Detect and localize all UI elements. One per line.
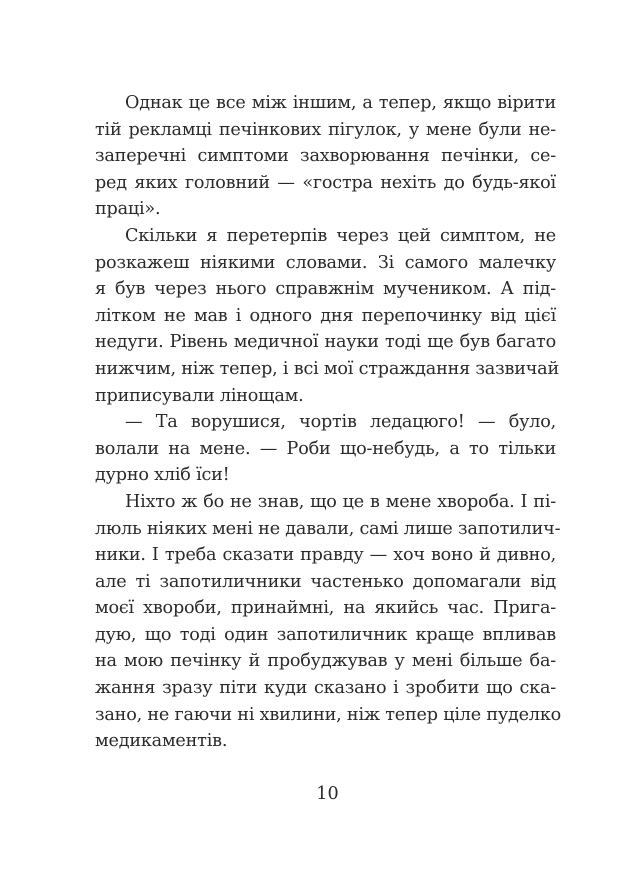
text-line: нижчим, ніж тепер, і всі мої страждання зазвичай xyxy=(95,358,559,379)
text-line: приписували лінощам. xyxy=(95,385,304,406)
text-line: жання зразу піти куди сказано і зробити що ска- xyxy=(95,678,556,699)
text-line: волали на мене. — Роби що-небудь, а то тільки xyxy=(95,438,556,459)
paragraph xyxy=(95,223,559,409)
paragraph xyxy=(95,489,562,755)
text-line: Однак це все між іншим, а тепер, якщо вірити xyxy=(125,93,556,113)
text-line: праці». xyxy=(95,199,161,220)
text-line: Ніхто ж бо не знав, що це в мене хвороба. І пі- xyxy=(125,491,556,512)
text-line: — Та ворушися, чортів ледацюго! — було, xyxy=(125,412,556,433)
page-number: 10 xyxy=(316,784,339,804)
paragraph xyxy=(95,409,556,489)
text-line: медикаментів. xyxy=(95,731,228,752)
text-line: дурно хліб їси! xyxy=(95,465,230,486)
text-line: дую, що тоді один запотиличник краще впливав xyxy=(95,624,556,645)
text-line: недуги. Рівень медичної науки тоді ще був багато xyxy=(95,332,556,353)
text-line: люль ніяких мені не давали, самі лише запотилич- xyxy=(95,518,561,539)
paragraph xyxy=(95,90,556,223)
text-line: я був через нього справжнім мучеником. А під- xyxy=(95,279,556,300)
text-line: моєї хвороби, принаймні, на якийсь час. Прига- xyxy=(95,598,556,619)
text-line: розкажеш ніякими словами. Зі самого малечку xyxy=(95,252,556,273)
text-line: ред яких головний — «гостра нехіть до будь-якої xyxy=(95,172,556,193)
text-line: літком не мав і одного дня перепочинку від цієї xyxy=(95,305,556,326)
text-line: Скільки я перетерпів через цей симптом, не xyxy=(125,225,556,246)
text-line: тій рекламці печінкових пігулок, у мене були не- xyxy=(95,119,556,140)
text-line: ники. І треба сказати правду — хоч воно й дивно, xyxy=(95,545,556,566)
text-line: але ті запотиличники частенько допомагали від xyxy=(95,571,556,592)
body-text xyxy=(95,90,562,755)
text-line: на мою печінку й пробуджував у мені більше ба- xyxy=(95,651,556,672)
text-line: зано, не гаючи ні хвилини, ніж тепер ціле пуделко xyxy=(95,704,562,725)
text-line: заперечні симптоми захворювання печінки, се- xyxy=(95,146,556,167)
